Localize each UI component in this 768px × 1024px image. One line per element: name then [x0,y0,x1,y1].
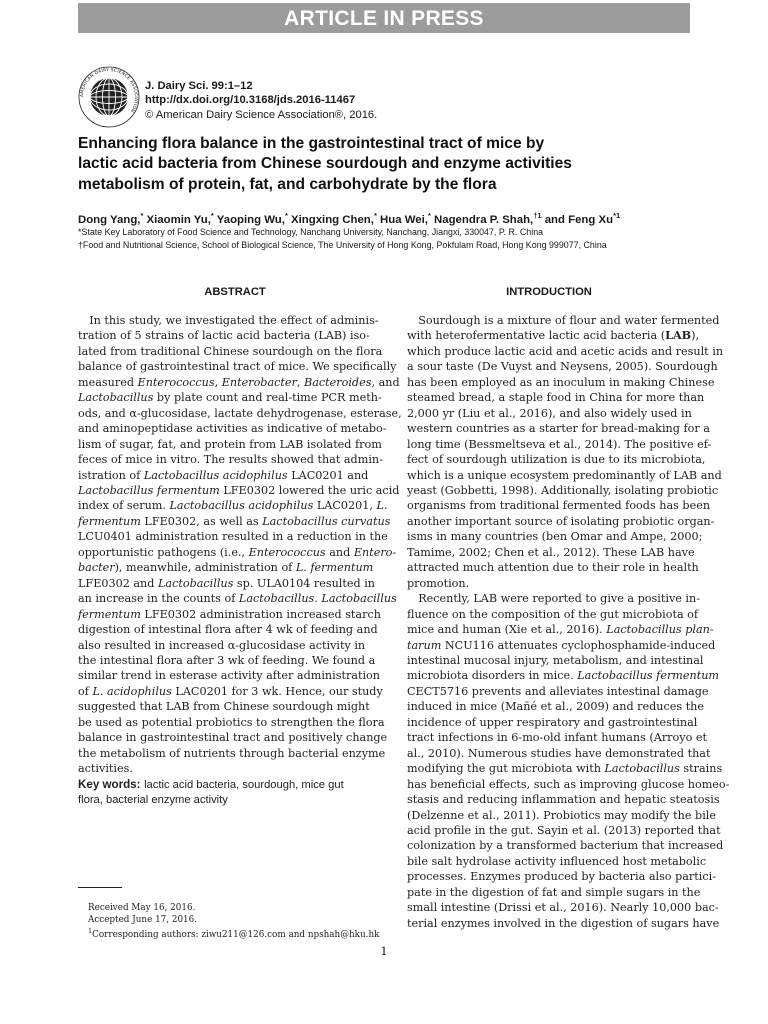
keywords-label: Key words: [78,777,141,791]
introduction-line: promotion. [407,576,470,590]
introduction-line: bile salt hydrolase activity influenced host metabolic [407,854,707,868]
ads-globe-logo [78,66,140,128]
keywords-line [78,777,392,793]
abstract-line: an increase in the counts of Lactobacillus. Lactobacillus [78,592,397,606]
author-mark: * [284,211,288,220]
abstract-line: feces of mice in vitro. The results showed that admin- [78,453,383,467]
introduction-line: induced in mice (Mañé et al., 2009) and reduces the [407,700,705,714]
introduction-body [407,313,730,931]
corresponding-note [88,926,379,942]
introduction-line: another important source of isolating probiotic organ- [407,514,715,528]
abstract-line: balance in gastrointestinal tract and positively change [78,731,388,745]
introduction-line: intestinal mucosal injury, metabolism, and intestinal [407,653,704,667]
abstract-line: LFE0302 and Lactobacillus sp. ULA0104 resulted in [78,576,376,590]
abstract-line: balance of gastrointestinal tract of mice. We specifically [78,360,397,374]
title-line: metabolism of protein, fat, and carbohydrate by the flora [78,175,497,193]
affiliations [78,226,607,251]
introduction-line: tarum NCU116 attenuates cyclophosphamide-induced [407,638,716,652]
introduction-line: tract infections in 6-mo-old infant humans (Arroyo et [407,731,707,745]
author-mark: †1 [533,211,542,220]
abstract-line: lated from traditional Chinese sourdough on the flora [78,344,383,358]
introduction-line: 2,000 yr (Liu et al., 2016), and also widely used in [407,406,692,420]
author-name: Yaoping Wu, [216,214,285,226]
footnotes [88,903,379,942]
introduction-line: long time (Bessmeltseva et al., 2014). The positive ef- [407,437,712,451]
abstract-line: also resulted in increased α-glucosidase activity in [78,638,366,652]
author-name: Xiaomin Yu, [146,214,211,226]
doi-link[interactable]: http://dx.doi.org/10.3168/jds.2016-11467 [145,94,356,107]
abstract-heading: ABSTRACT [204,286,266,298]
introduction-line: microbiota disorders in mice. Lactobacillus fermentum [407,669,720,683]
abstract-line: be used as potential probiotics to strengthen the flora [78,715,385,729]
abstract-line: suggested that LAB from Chinese sourdough might [78,700,370,714]
abstract-line: In this study, we investigated the effect of adminis- [78,314,379,327]
introduction-line: fluence on the composition of the gut microbiota of [407,607,699,621]
introduction-line: has been employed as an inoculum in making Chinese [407,375,715,389]
abstract-line: opportunistic pathogens (i.e., Enterococcus and Entero- [78,545,397,559]
introduction-line: which produce lactic acid and acetic acids and result in [407,344,724,358]
author-mark: * [210,211,214,220]
article-in-press-banner: ARTICLE IN PRESS [78,3,690,33]
abstract-line: similar trend in esterase activity after administration [78,669,380,683]
abstract-line: tration of 5 strains of lactic acid bacteria (LAB) iso- [78,329,370,343]
abstract-line: Lactobacillus by plate count and real-time PCR meth- [78,391,382,405]
author-name: and Feng Xu [544,214,614,226]
abstract-line: the metabolism of nutrients through bacterial enzyme [78,746,386,760]
journal-citation: J. Dairy Sci. 99:1–12 [145,80,253,92]
title-line: Enhancing flora balance in the gastrointestinal tract of mice by [78,135,545,152]
introduction-line: Recently, LAB were reported to give a positive in- [407,592,700,606]
abstract-line: activities. [78,762,133,776]
introduction-line: pate in the digestion of fat and simple sugars in the [407,885,701,899]
introduction-line: has beneficial effects, such as improving glucose homeo- [407,777,730,791]
introduction-line: Sourdough is a mixture of flour and water fermented [407,314,720,327]
introduction-line: CECT5716 prevents and alleviates intestinal damage [407,684,709,698]
introduction-line: isms in many countries (ben Omar and Ampe, 2000; [407,530,703,544]
author-mark: * [140,211,144,220]
copyright-line: © American Dairy Science Association®, 2016. [145,108,378,121]
introduction-line: Tamime, 2002; Chen et al., 2012). These LAB have [407,545,695,559]
introduction-line: a sour taste (De Vuyst and Neysens, 2005). Sourdough [407,360,718,374]
abstract-line: of L. acidophilus LAC0201 for 3 wk. Hence, our study [78,684,383,698]
abstract-body [78,313,402,809]
introduction-heading: INTRODUCTION [506,286,592,298]
introduction-line: stasis and reducing inflammation and hepatic steatosis [407,793,720,807]
abstract-line: measured Enterococcus, Enterobacter, Bacteroides, and [78,375,400,389]
author-name: Dong Yang, [78,214,141,226]
page-number: 1 [380,944,388,958]
abstract-line: lism of sugar, fat, and protein from LAB isolated from [78,437,382,451]
abstract-line: LCU0401 administration resulted in a reduction in the [78,530,388,544]
affiliation: *State Key Laboratory of Food Science and Technology, Nanchang University, Nanchang, Jiangxi, 330047, P. R. China [78,227,544,237]
introduction-line: (Delzenne et al., 2011). Probiotics may modify the bile [407,808,716,822]
abstract-line: istration of Lactobacillus acidophilus LAC0201 and [78,468,369,482]
abstract-line: digestion of intestinal flora after 4 wk of feeding and [78,623,378,637]
author-mark: * [373,211,377,220]
author-name: Hua Wei, [380,214,428,226]
corresponding-text: Corresponding authors: ziwu211@126.com and npshah@hku.hk [92,930,380,941]
introduction-line: acid profile in the gut. Sayin et al. (2013) reported that [407,823,721,837]
introduction-line: yeast (Gobbetti, 1998). Additionally, isolating probiotic [407,483,719,497]
introduction-line: which is a unique ecosystem predominantly of LAB and [407,468,722,482]
introduction-line: colonization by a transformed bacterium that increased [407,839,724,853]
keywords-text: flora, bacterial enzyme activity [78,794,228,807]
article-title [78,134,698,195]
introduction-line: terial enzymes involved in the digestion of sugars have [407,916,720,930]
introduction-line: modifying the gut microbiota with Lactobacillus strains [407,762,723,776]
introduction-line: with heterofermentative lactic acid bacteria (LAB), [407,328,700,343]
footnote-rule [78,887,122,888]
introduction-line: incidence of upper respiratory and gastrointestinal [407,715,698,729]
introduction-line: steamed bread, a staple food in China for more than [407,391,705,405]
author-name: Nagendra P. Shah, [434,214,534,226]
abstract-line: bacter), meanwhile, administration of L. fermentum [78,561,374,575]
journal-info [145,79,377,122]
title-line: lactic acid bacteria from Chinese sourdough and enzyme activities [78,155,572,173]
corresponding-mark: 1 [88,927,93,936]
introduction-line: mice and human (Xie et al., 2016). Lactobacillus plan- [407,623,714,637]
abstract-line: Lactobacillus fermentum LFE0302 lowered the uric acid [78,483,400,497]
introduction-line: small intestine (Drissi et al., 2016). Nearly 10,000 bac- [407,901,719,915]
abstract-line: index of serum. Lactobacillus acidophilus LAC0201, L. [78,499,388,513]
introduction-line: attracted much attention due to their role in health [407,561,699,575]
abstract-line: and aminopeptidase activities as indicative of metabo- [78,422,387,436]
abstract-line: fermentum LFE0302, as well as Lactobacillus curvatus [78,514,391,528]
author-list [78,211,620,226]
abstract-line: the intestinal flora after 3 wk of feeding. We found a [78,653,376,667]
logo-ring-text: AMERICAN DAIRY SCIENCE ASSOCIATION [79,67,139,114]
author-name: Xingxing Chen, [291,214,374,226]
introduction-line: al., 2010). Numerous studies have demonstrated that [407,746,711,760]
received-date: Received May 16, 2016. [88,903,196,913]
accepted-date: Accepted June 17, 2016. [88,914,198,925]
introduction-line: processes. Enzymes produced by bacteria also partici- [407,870,716,884]
introduction-line: western countries as a starter for bread-making for a [407,422,710,436]
abstract-line: fermentum LFE0302 administration increased starch [78,607,381,621]
introduction-line: organisms from traditional fermented foods has been [407,499,711,513]
introduction-line: fect of sourdough utilization is due to its microbiota, [407,453,706,467]
keywords-text: lactic acid bacteria, sourdough, mice gut [144,778,344,791]
author-mark: *1 [613,211,621,220]
affiliation: †Food and Nutritional Science, School of Biological Science, The University of Hong Kong, Pokfulam Road, Hong Kong 999077, China [78,239,607,250]
abstract-line: ods, and α-glucosidase, lactate dehydrogenase, esterase, [78,406,402,420]
author-mark: * [427,211,431,220]
